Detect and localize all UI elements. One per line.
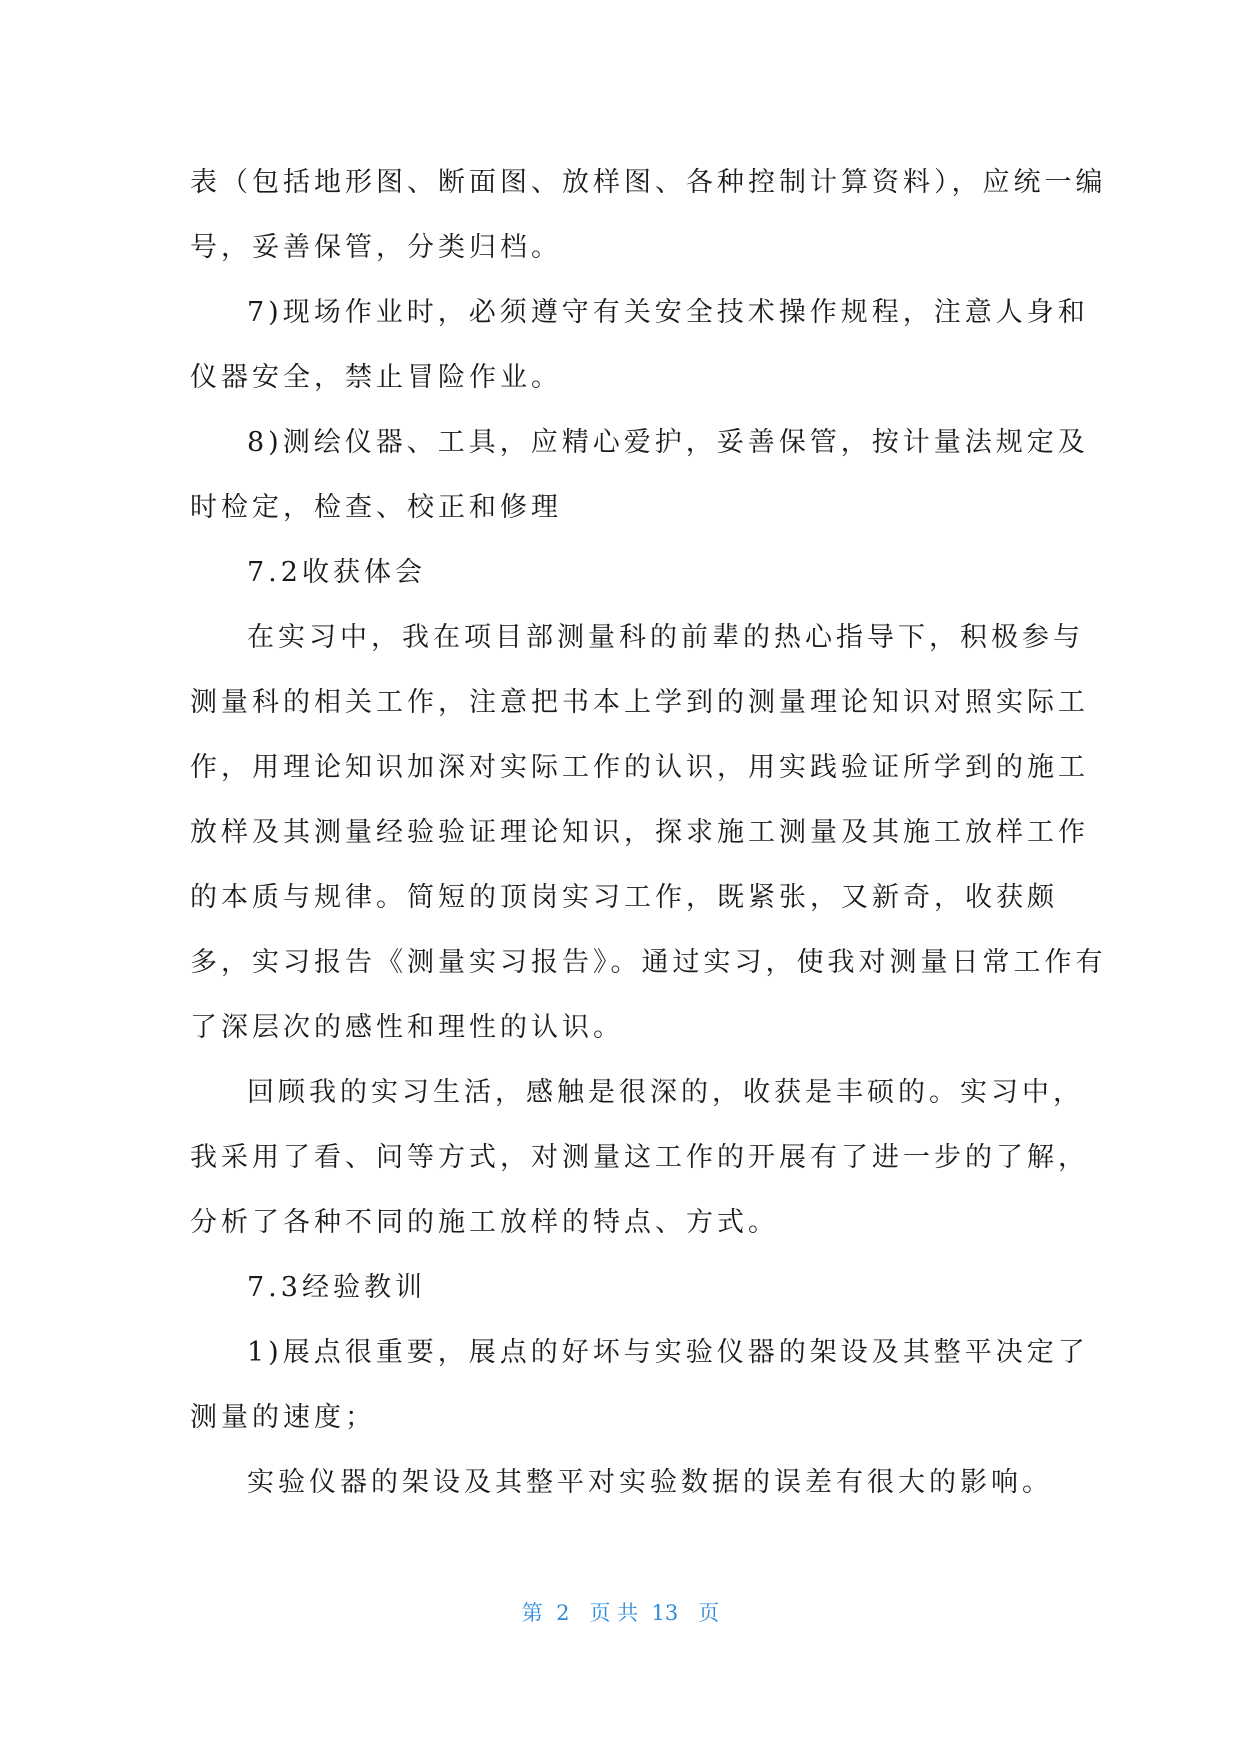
paragraph-start: 回顾我的实习生活，感触是很深的，收获是丰硕的。实习中， (247, 1077, 1084, 1108)
text-line: 测量科的相关工作，注意把书本上学到的测量理论知识对照实际工 (190, 687, 1089, 718)
paragraph-start: 在实习中，我在项目部测量科的前辈的热心指导下，积极参与 (247, 622, 1084, 653)
section-heading-7-2: 7.2收获体会 (247, 557, 426, 588)
text-line: 分析了各种不同的施工放样的特点、方式。 (190, 1207, 779, 1238)
list-item-1: 1)展点很重要，展点的好坏与实验仪器的架设及其整平决定了 (247, 1337, 1089, 1368)
list-item-7: 7)现场作业时，必须遵守有关安全技术操作规程，注意人身和 (247, 297, 1089, 328)
section-heading-7-3: 7.3经验教训 (247, 1272, 426, 1303)
text-line: 的本质与规律。简短的顶岗实习工作，既紧张，又新奇，收获颇 (190, 882, 1058, 913)
page-number-footer: 第 2 页 共 13 页 (521, 1601, 720, 1625)
text-line: 作，用理论知识加深对实际工作的认识，用实践验证所学到的施工 (190, 752, 1089, 783)
list-item-8: 8)测绘仪器、工具，应精心爱护，妥善保管，按计量法规定及 (247, 427, 1089, 458)
text-line: 号，妥善保管，分类归档。 (190, 232, 562, 263)
text-line: 仪器安全，禁止冒险作业。 (190, 362, 562, 393)
text-line: 时检定，检查、校正和修理 (190, 492, 562, 523)
paragraph-start: 实验仪器的架设及其整平对实验数据的误差有很大的影响。 (247, 1467, 1053, 1498)
text-line: 我采用了看、问等方式，对测量这工作的开展有了进一步的了解， (190, 1142, 1089, 1173)
text-line: 了深层次的感性和理性的认识。 (190, 1012, 624, 1043)
text-line: 表（包括地形图、断面图、放样图、各种控制计算资料），应统一编 (190, 167, 1107, 198)
text-line: 测量的速度； (190, 1402, 376, 1433)
text-line: 多，实习报告《测量实习报告》。通过实习，使我对测量日常工作有 (190, 947, 1107, 978)
text-line: 放样及其测量经验验证理论知识，探求施工测量及其施工放样工作 (190, 817, 1089, 848)
